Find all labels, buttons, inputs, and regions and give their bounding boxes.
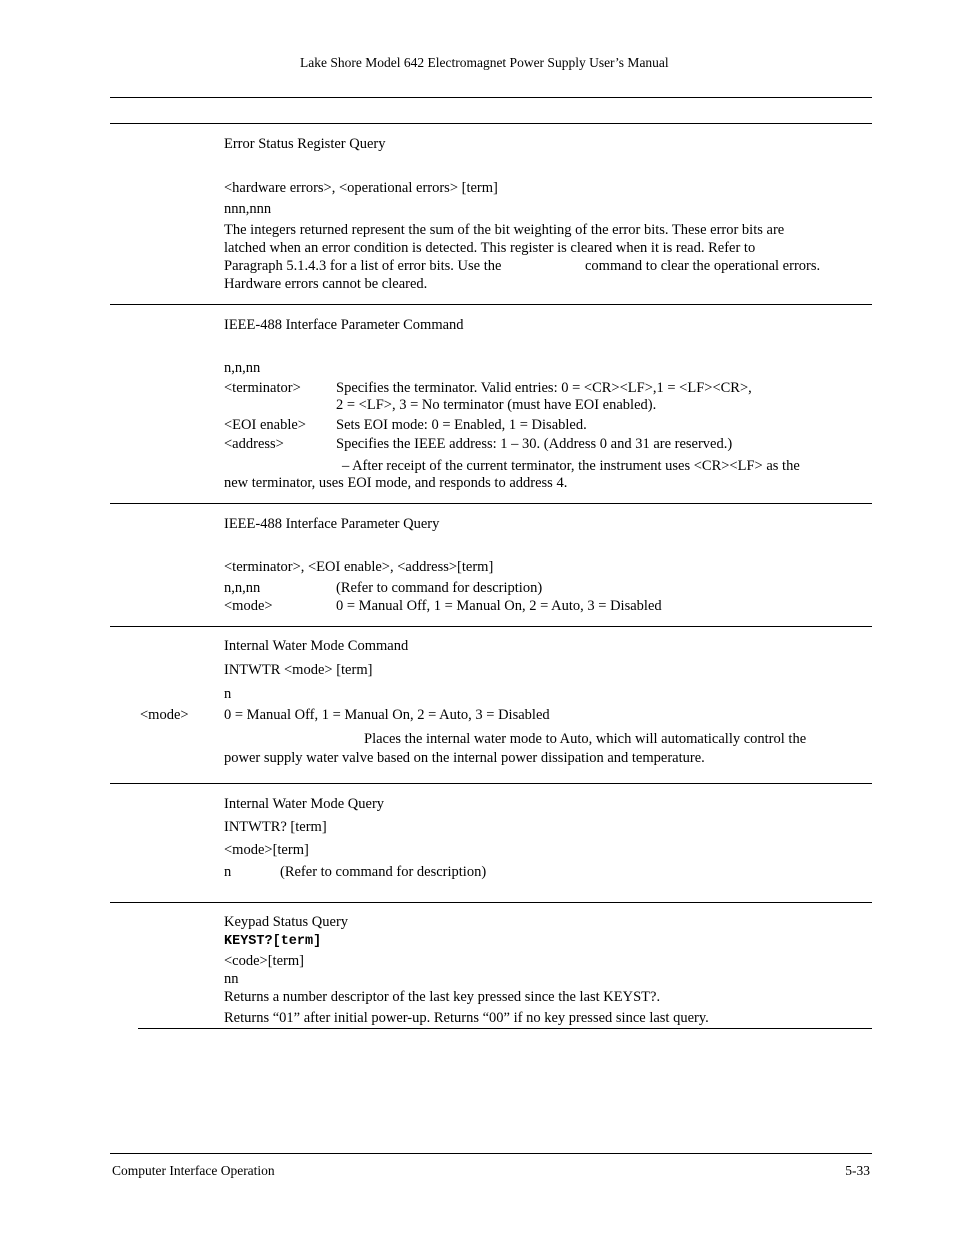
errst-values: nnn,nnn <box>224 201 272 217</box>
footer-rule <box>110 1153 872 1154</box>
ieee-query-title: IEEE-488 Interface Parameter Query <box>224 516 440 532</box>
param-name-eoi: <EOI enable> <box>224 417 306 433</box>
ieee-query-mode-desc: 0 = Manual Off, 1 = Manual On, 2 = Auto, 3 = Disabled <box>336 598 662 614</box>
errst-remarks-4: Hardware errors cannot be cleared. <box>224 276 428 292</box>
ieee-command-title: IEEE-488 Interface Parameter Command <box>224 317 464 333</box>
param-desc-terminator: Specifies the terminator. Valid entries: 0 = <CR><LF>,1 = <LF><CR>, <box>336 380 752 396</box>
section-divider <box>110 626 872 627</box>
intwtr-example-b: power supply water valve based on the internal power dissipation and temperature. <box>224 750 705 766</box>
ieee-query-format: <terminator>, <EOI enable>, <address>[term] <box>224 559 494 575</box>
section-divider <box>110 123 872 124</box>
ieee-query-row-name: n,n,nn <box>224 580 261 596</box>
errst-remarks-3a: Paragraph 5.1.4.3 for a list of error bits. Use the <box>224 258 502 274</box>
page-number: 5-33 <box>845 1163 870 1178</box>
ieee-query-row-desc: (Refer to command for description) <box>336 580 543 596</box>
keyst-remarks-a: Returns a number descriptor of the last key pressed since the last KEYST?. <box>224 989 661 1005</box>
intwtr-param-name: <mode> <box>140 707 189 723</box>
section-divider <box>110 503 872 504</box>
param-desc-eoi: Sets EOI mode: 0 = Enabled, 1 = Disabled. <box>336 417 587 433</box>
keyst-syntax: KEYST?[term] <box>224 934 322 949</box>
intwtr-command-title: Internal Water Mode Command <box>224 638 409 654</box>
ieee-command-example-b: new terminator, uses EOI mode, and responds to address 4. <box>224 475 568 491</box>
intwtr-query-format-desc: (Refer to command for description) <box>280 864 487 880</box>
intwtr-example-a: Places the internal water mode to Auto, which will automatically control the <box>364 731 807 747</box>
intwtr-query-format-name: n <box>224 864 232 880</box>
keyst-title: Keypad Status Query <box>224 914 349 930</box>
keyst-format: nn <box>224 971 239 987</box>
section-divider <box>138 1028 872 1029</box>
section-divider <box>110 304 872 305</box>
param-desc-address: Specifies the IEEE address: 1 – 30. (Address 0 and 31 are reserved.) <box>336 436 733 452</box>
param-name-address: <address> <box>224 436 284 452</box>
intwtr-query-title: Internal Water Mode Query <box>224 796 385 812</box>
intwtr-param-desc: 0 = Manual Off, 1 = Manual On, 2 = Auto, 3 = Disabled <box>224 707 550 723</box>
ieee-query-mode-name: <mode> <box>224 598 273 614</box>
header-rule <box>110 97 872 98</box>
intwtr-command-syntax: INTWTR <mode> [term] <box>224 662 373 678</box>
errst-remarks-3b: command to clear the operational errors. <box>585 258 821 274</box>
section-divider <box>110 902 872 903</box>
ieee-command-format: n,n,nn <box>224 360 261 376</box>
errst-format: <hardware errors>, <operational errors> [term] <box>224 180 498 196</box>
errst-remarks-1: The integers returned represent the sum of the bit weighting of the error bits. These error bits are <box>224 222 785 238</box>
section-divider <box>110 783 872 784</box>
param-desc-terminator-cont: 2 = <LF>, 3 = No terminator (must have EOI enabled). <box>336 397 657 413</box>
page-header-title: Lake Shore Model 642 Electromagnet Power Supply User’s Manual <box>300 55 669 70</box>
errst-remarks-2: latched when an error condition is detected. This register is cleared when it is read. Refer to <box>224 240 756 256</box>
intwtr-command-format: n <box>224 686 232 702</box>
intwtr-query-returned: <mode>[term] <box>224 842 309 858</box>
keyst-returned: <code>[term] <box>224 953 304 969</box>
footer-section-name: Computer Interface Operation <box>112 1163 275 1178</box>
param-name-terminator: <terminator> <box>224 380 301 396</box>
intwtr-query-syntax: INTWTR? [term] <box>224 819 327 835</box>
keyst-remarks-b: Returns “01” after initial power-up. Returns “00” if no key pressed since last query. <box>224 1010 709 1026</box>
errst-title: Error Status Register Query <box>224 136 386 152</box>
ieee-command-example-a: – After receipt of the current terminator, the instrument uses <CR><LF> as the <box>342 458 800 474</box>
